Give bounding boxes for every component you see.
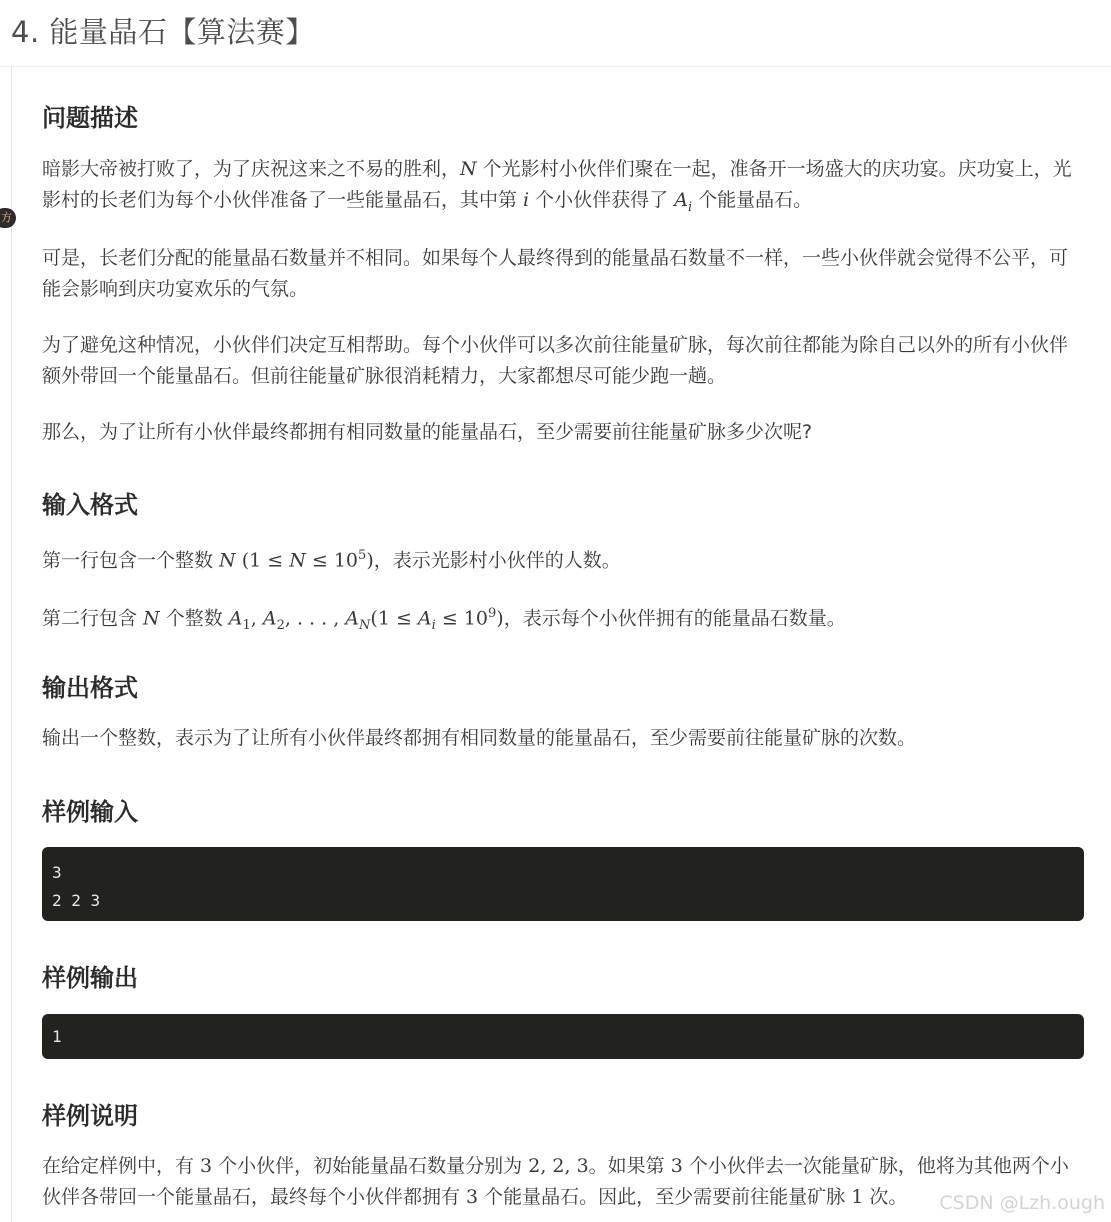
output-format-heading: 输出格式 [42, 674, 138, 702]
input-format-line-2: 第二行包含 N 个整数 $A_1$, $A_2$, . . . , $A_N(1 \le A_i \le 10^9)$，表示每个小伙伴拥有的能量晶石数量。 [42, 606, 846, 634]
sample-output-code[interactable] [42, 1014, 1084, 1059]
left-rule [11, 67, 12, 1222]
code-line: 2 2 3 [52, 891, 101, 910]
sample-input-heading: 样例输入 [42, 798, 138, 826]
input-format-line-1: 第一行包含一个整数 N $(1 \le N \le 10^5)$，表示光影村小伙伴的人数。 [42, 548, 621, 572]
sample-output-heading: 样例输出 [42, 964, 138, 992]
side-tag[interactable]: 方 [0, 208, 16, 228]
output-format-text: 输出一个整数，表示为了让所有小伙伴最终都拥有相同数量的能量晶石，至少需要前往能量矿脉的次数。 [42, 727, 917, 749]
code-line: 3 [52, 863, 62, 882]
description-paragraph-4: 那么，为了让所有小伙伴最终都拥有相同数量的能量晶石，至少需要前往能量矿脉多少次呢? [42, 421, 813, 443]
input-format-heading: 输入格式 [42, 491, 138, 519]
sample-input-code[interactable] [42, 847, 1084, 921]
code-line: 1 [52, 1027, 62, 1046]
title-bar [0, 0, 1111, 67]
description-paragraph-3: 为了避免这种情况，小伙伴们决定互相帮助。每个小伙伴可以多次前往能量矿脉，每次前往都能为除自己以外的所有小伙伴额外带回一个能量晶石。但前往能量矿脉很消耗精力，大家都想尽可能少跑一趟。 [42, 334, 1069, 387]
watermark: CSDN @Lzh.ough [939, 1192, 1105, 1214]
page-title: 4. 能量晶石【算法赛】 [11, 15, 315, 49]
explanation-text: 在给定样例中，有 3 个小伙伴，初始能量晶石数量分别为 2, 2, 3。如果第 3 个小伙伴去一次能量矿脉，他将为其他两个小伙伴各带回一个能量晶石，最终每个小伙伴都拥有 3 个能量晶石。因此，至少需要前往能量矿脉 1 次。 [42, 1155, 1069, 1208]
description-paragraph-2: 可是，长老们分配的能量晶石数量并不相同。如果每个人最终得到的能量晶石数量不一样，一些小伙伴就会觉得不公平，可能会影响到庆功宴欢乐的气氛。 [42, 247, 1069, 300]
explanation-heading: 样例说明 [42, 1102, 138, 1130]
description-heading: 问题描述 [42, 104, 138, 132]
description-paragraph-1: 暗影大帝被打败了，为了庆祝这来之不易的胜利，N 个光影村小伙伴们聚在一起，准备开一场盛大的庆功宴。庆功宴上，光影村的长老们为每个小伙伴准备了一些能量晶石，其中第 i 个小伙伴获得了 $A_i$ 个能量晶石。 [42, 158, 1072, 215]
